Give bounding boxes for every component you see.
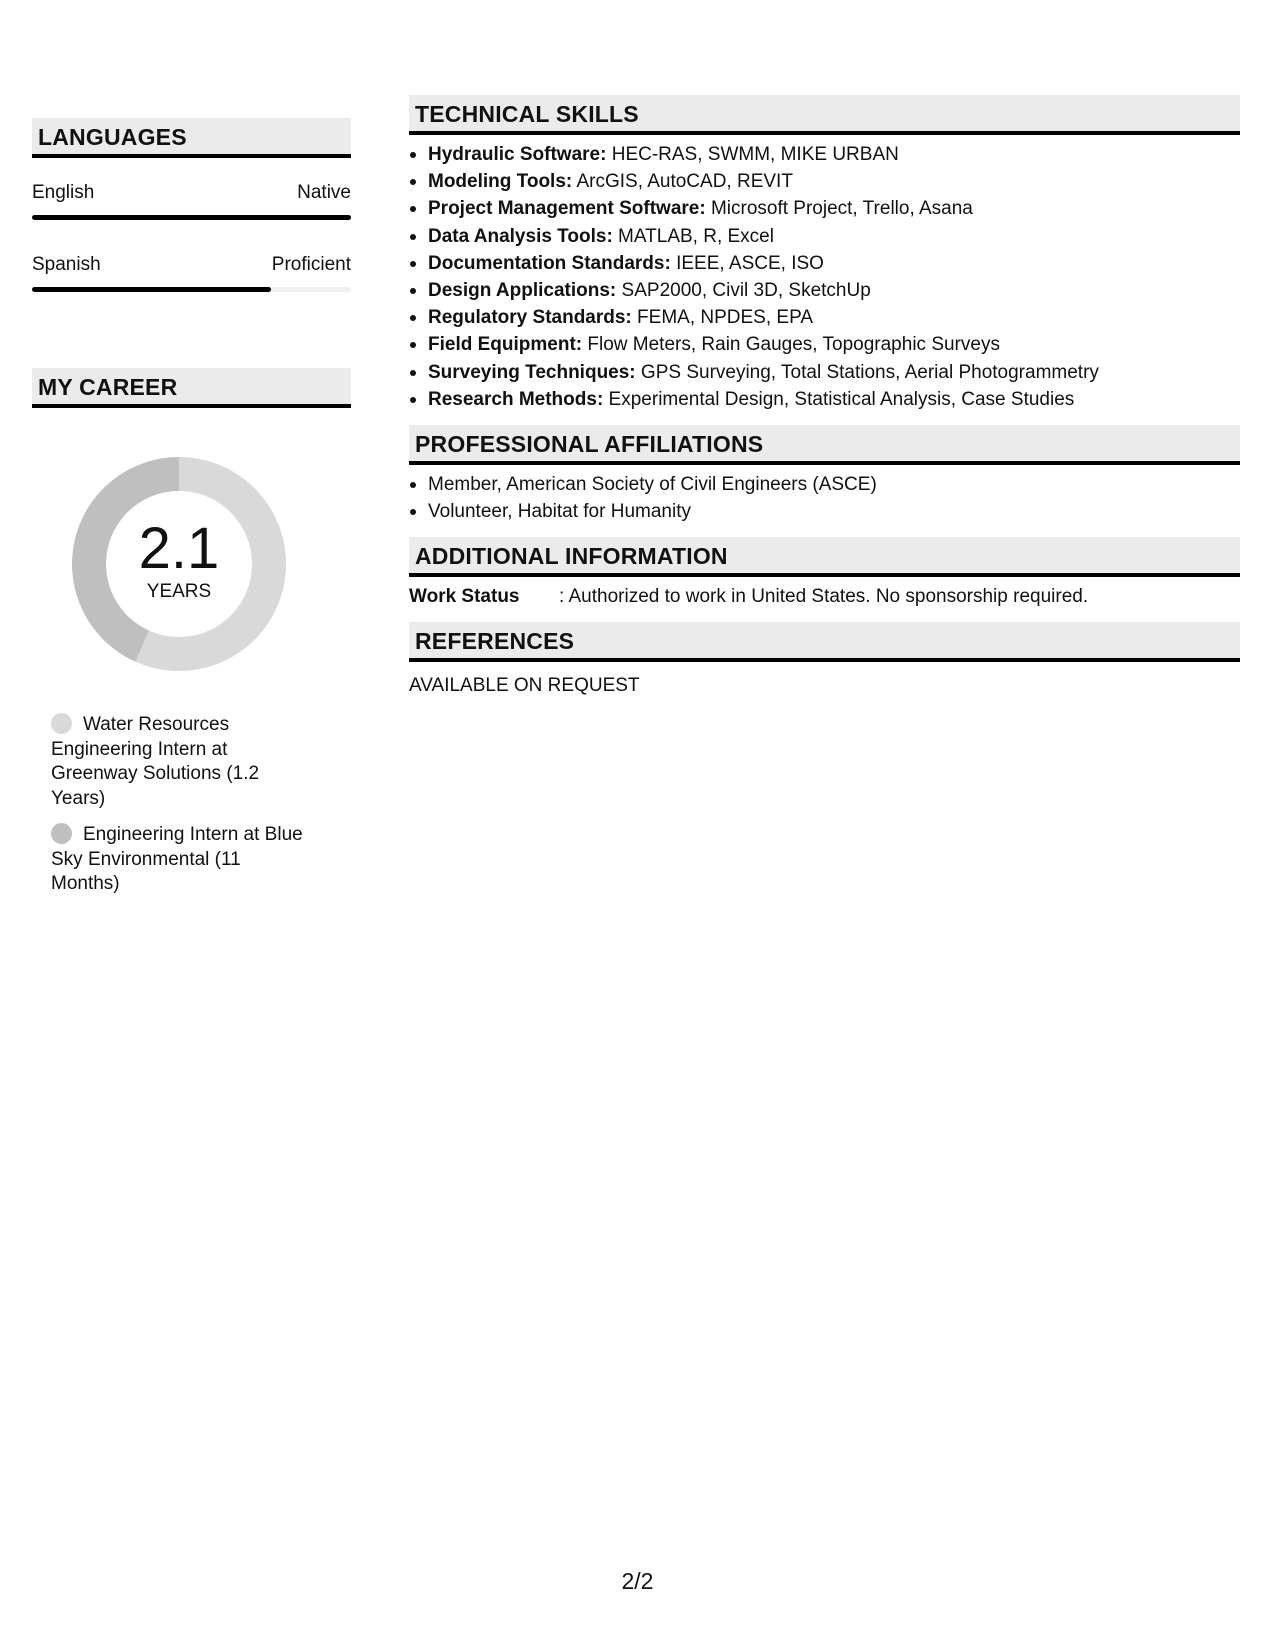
skill-values: IEEE, ASCE, ISO bbox=[670, 252, 824, 274]
skill-category: Documentation Standards: bbox=[428, 252, 671, 274]
legend-dot-icon bbox=[51, 823, 72, 844]
skill-values: MATLAB, R, Excel bbox=[612, 225, 774, 247]
skill-values: ArcGIS, AutoCAD, REVIT bbox=[572, 171, 793, 193]
skill-values: SAP2000, Civil 3D, SketchUp bbox=[616, 280, 871, 302]
affiliations-list bbox=[409, 471, 1240, 525]
legend-dot-icon bbox=[51, 713, 72, 734]
list-item bbox=[409, 141, 1240, 168]
skill-category: Design Applications: bbox=[428, 280, 617, 302]
work-status-label: Work Status bbox=[409, 586, 520, 608]
list-item bbox=[409, 304, 1240, 331]
language-proficiency-bar bbox=[32, 215, 351, 220]
career-legend bbox=[32, 713, 312, 897]
skill-values: Flow Meters, Rain Gauges, Topographic Surveys bbox=[582, 334, 1000, 356]
skill-values: Experimental Design, Statistical Analysis, Case Studies bbox=[603, 388, 1075, 410]
language-proficiency-fill bbox=[32, 287, 271, 292]
list-item bbox=[409, 386, 1240, 413]
left-column bbox=[32, 118, 351, 909]
work-status-row bbox=[409, 583, 1240, 610]
skill-values: HEC-RAS, SWMM, MIKE URBAN bbox=[606, 144, 899, 165]
language-name: Spanish bbox=[32, 254, 101, 275]
skill-values: FEMA, NPDES, EPA bbox=[631, 307, 814, 329]
references-text: AVAILABLE ON REQUEST bbox=[409, 675, 640, 697]
skill-category: Hydraulic Software: bbox=[428, 144, 607, 165]
career-total-unit: YEARS bbox=[146, 581, 212, 602]
skill-category: Field Equipment: bbox=[428, 334, 583, 356]
career-total-value: 2.1 bbox=[138, 516, 220, 581]
list-item bbox=[409, 359, 1240, 386]
work-status-value: : Authorized to work in United States. No sponsorship required. bbox=[559, 586, 1089, 608]
skill-category: Surveying Techniques: bbox=[428, 361, 636, 383]
list-item: Volunteer, Habitat for Humanity bbox=[409, 498, 1240, 525]
list-item bbox=[409, 223, 1240, 250]
career-legend-item bbox=[51, 713, 312, 811]
skill-values: Microsoft Project, Trello, Asana bbox=[705, 198, 973, 220]
career-legend-label: Engineering Intern at Blue Sky Environmental (11 Months) bbox=[51, 824, 303, 894]
technical-skills-heading: TECHNICAL SKILLS bbox=[409, 95, 1240, 135]
skill-category: Modeling Tools: bbox=[428, 171, 573, 193]
skill-values: GPS Surveying, Total Stations, Aerial Photogrammetry bbox=[635, 361, 1099, 383]
language-name: English bbox=[32, 182, 95, 203]
career-donut-chart bbox=[66, 451, 292, 677]
language-proficiency-fill bbox=[32, 215, 351, 220]
language-row bbox=[32, 254, 351, 292]
additional-info-heading: ADDITIONAL INFORMATION bbox=[409, 537, 1240, 577]
skill-category: Regulatory Standards: bbox=[428, 307, 632, 329]
language-row bbox=[32, 182, 351, 220]
list-item bbox=[409, 277, 1240, 304]
technical-skills-list bbox=[409, 141, 1240, 413]
list-item bbox=[409, 250, 1240, 277]
affiliations-heading: PROFESSIONAL AFFILIATIONS bbox=[409, 425, 1240, 465]
language-level: Proficient bbox=[271, 254, 351, 275]
career-legend-label: Water Resources Engineering Intern at Greenway Solutions (1.2 Years) bbox=[51, 714, 260, 809]
references-heading: REFERENCES bbox=[409, 622, 1240, 662]
list-item: Member, American Society of Civil Engineers (ASCE) bbox=[409, 471, 1240, 498]
list-item bbox=[409, 331, 1240, 358]
language-proficiency-bar bbox=[32, 287, 351, 292]
list-item bbox=[409, 195, 1240, 222]
page-number: 2/2 bbox=[621, 1568, 654, 1594]
skill-category: Project Management Software: bbox=[428, 198, 706, 220]
skill-category: Research Methods: bbox=[428, 388, 604, 410]
right-column bbox=[409, 95, 1240, 699]
career-legend-item bbox=[51, 823, 312, 897]
skill-category: Data Analysis Tools: bbox=[428, 225, 613, 247]
language-level: Native bbox=[297, 182, 351, 203]
languages-heading: LANGUAGES bbox=[32, 118, 351, 158]
career-heading: MY CAREER bbox=[32, 368, 351, 408]
list-item bbox=[409, 168, 1240, 195]
